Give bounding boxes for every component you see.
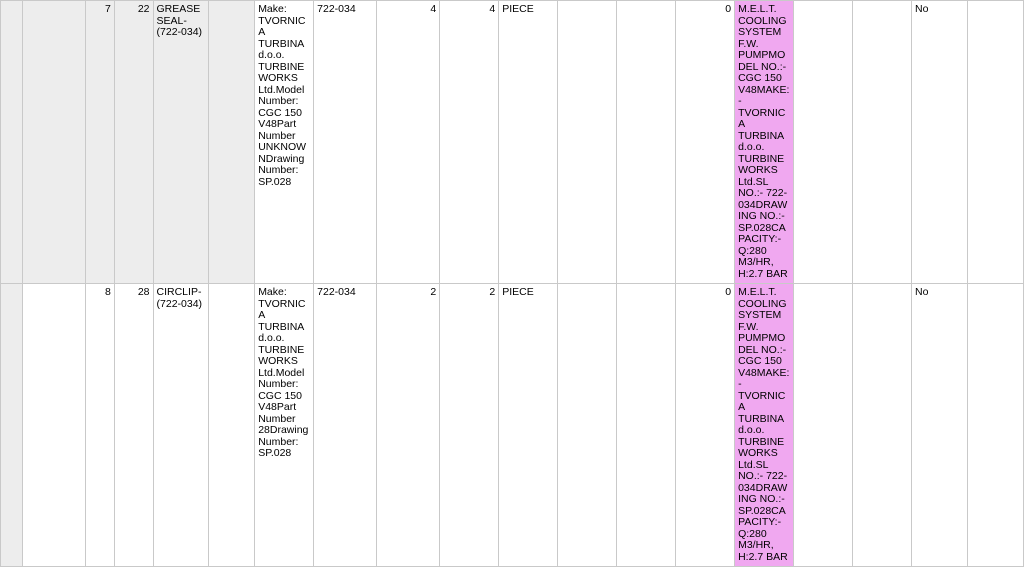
cell-blank4 — [853, 1, 912, 284]
cell-text-description: GREASE SEAL-(722-034) — [156, 3, 203, 38]
cell-blank1 — [558, 284, 617, 567]
cell-text-unit: PIECE — [502, 3, 534, 15]
cell-spacer2 — [23, 284, 86, 567]
cell-make_model — [255, 1, 314, 284]
cell-text-value: 0 — [725, 286, 732, 298]
cell-text-flag: No — [915, 286, 929, 298]
cell-qty2 — [440, 1, 499, 284]
cell-spacer2 — [23, 1, 86, 284]
cell-text-qty2: 4 — [489, 3, 496, 15]
cell-flag — [912, 284, 968, 567]
cell-spacer3 — [209, 1, 255, 284]
cell-spacer3 — [209, 284, 255, 567]
cell-blank3 — [794, 284, 853, 567]
cell-text-remarks_pink: M.E.L.T. COOLING SYSTEM F.W. PUMPMODEL NO.:- CGC 150 V48MAKE:- TVORNICA TURBINA d.o.o. TURBINE WORKS Ltd.SL NO.:- 722-034DRAWING NO.:- SP.028CAPACITY:- Q:280 M3/HR, H:2.7 BAR — [738, 3, 790, 280]
table-body — [1, 1, 1024, 567]
cell-sr_no — [86, 1, 114, 284]
cell-text-qty2: 2 — [489, 286, 496, 298]
cell-blank2 — [617, 284, 676, 567]
cell-blank3 — [794, 1, 853, 284]
cell-qty2 — [440, 284, 499, 567]
cell-text-description: CIRCLIP-(722-034) — [156, 286, 203, 310]
cell-unit — [499, 284, 558, 567]
cell-text-sr_no: 8 — [105, 286, 111, 298]
cell-value — [676, 284, 735, 567]
cell-drawing_no — [314, 1, 377, 284]
table-row[interactable] — [1, 1, 1024, 284]
cell-text-drawing_no: 722-034 — [317, 3, 356, 15]
cell-description — [153, 284, 209, 567]
cell-blank4 — [853, 284, 912, 567]
cell-text-qty_code: 28 — [137, 286, 150, 298]
cell-spacer1 — [1, 284, 23, 567]
cell-unit — [499, 1, 558, 284]
cell-spacer1 — [1, 1, 23, 284]
cell-text-qty_code: 22 — [137, 3, 150, 15]
cell-text-sr_no: 7 — [105, 3, 111, 15]
cell-text-drawing_no: 722-034 — [317, 286, 356, 298]
cell-sr_no — [86, 284, 114, 567]
cell-text-make_model: Make: TVORNICA TURBINA d.o.o. TURBINE WORKS Ltd.Model Number: CGC 150 V48Part Number 28Drawing Number: SP.028 — [258, 286, 309, 459]
cell-text-remarks_pink: M.E.L.T. COOLING SYSTEM F.W. PUMPMODEL NO.:- CGC 150 V48MAKE:- TVORNICA TURBINA d.o.o. TURBINE WORKS Ltd.SL NO.:- 722-034DRAWING NO.:- SP.028CAPACITY:- Q:280 M3/HR, H:2.7 BAR — [738, 286, 790, 563]
cell-drawing_no — [314, 284, 377, 567]
cell-flag — [912, 1, 968, 284]
cell-remarks_pink — [735, 1, 794, 284]
cell-text-unit: PIECE — [502, 286, 534, 298]
cell-text-make_model: Make: TVORNICA TURBINA d.o.o. TURBINE WORKS Ltd.Model Number: CGC 150 V48Part Number UNKNOWNDrawing Number: SP.028 — [258, 3, 307, 188]
cell-text-qty1: 2 — [430, 286, 437, 298]
cell-blank2 — [617, 1, 676, 284]
cell-make_model — [255, 284, 314, 567]
cell-tail — [967, 1, 1023, 284]
cell-description — [153, 1, 209, 284]
cell-qty1 — [377, 284, 440, 567]
cell-blank1 — [558, 1, 617, 284]
cell-remarks_pink — [735, 284, 794, 567]
table-row[interactable] — [1, 284, 1024, 567]
cell-tail — [967, 284, 1023, 567]
cell-text-flag: No — [915, 3, 929, 15]
cell-text-qty1: 4 — [430, 3, 437, 15]
cell-value — [676, 1, 735, 284]
cell-text-value: 0 — [725, 3, 732, 15]
cell-qty1 — [377, 1, 440, 284]
cell-qty_code — [114, 1, 153, 284]
cell-qty_code — [114, 284, 153, 567]
